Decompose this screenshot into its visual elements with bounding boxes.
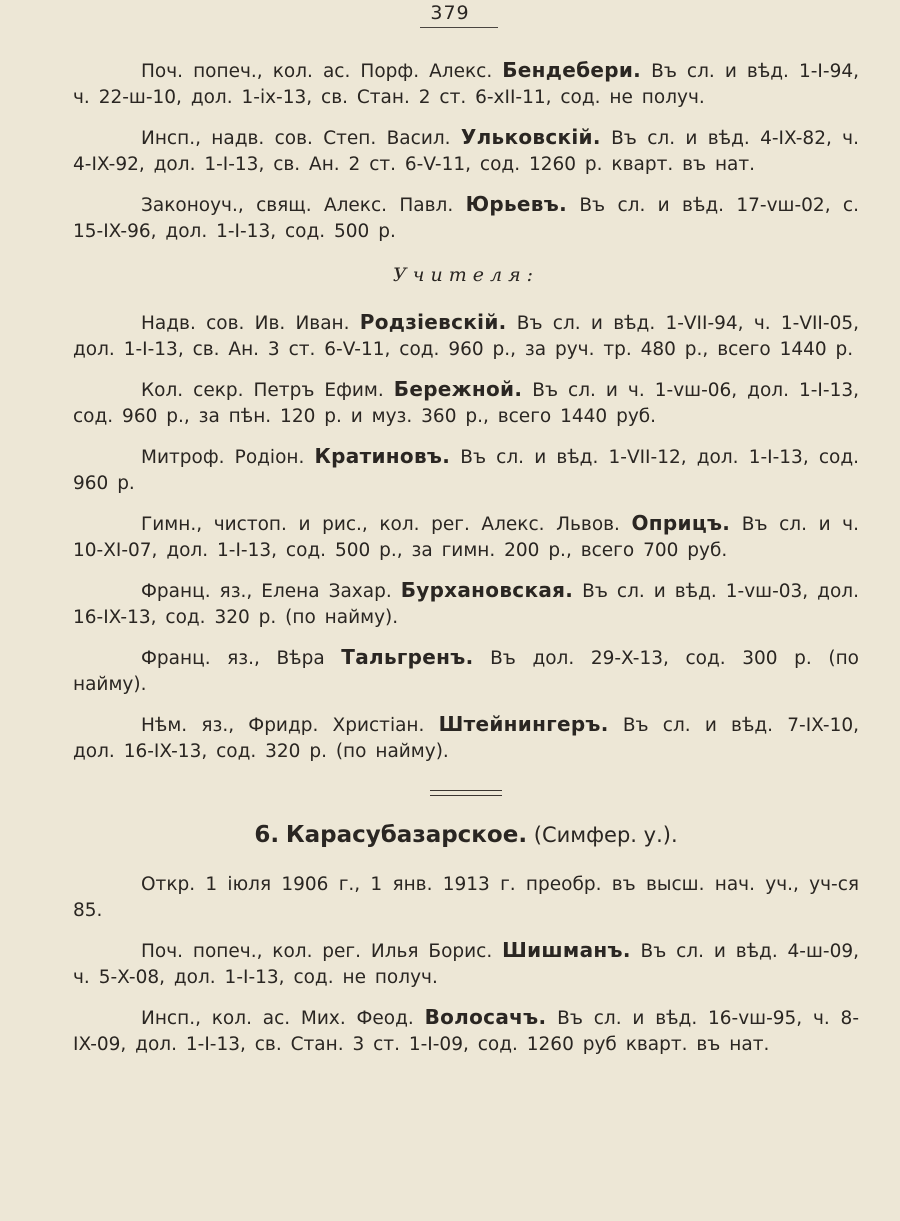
entry-teacher bbox=[73, 310, 859, 362]
entry-text: Въ сл. и вѣд. 17-vш-02, с. 15-IX-96, дол. 1-I-13, сод. 500 р. bbox=[73, 195, 859, 242]
entry-text: Въ дол. 29-X-13, сод. 300 р. (по найму). bbox=[73, 648, 859, 695]
entry-text: Франц. яз., Елена Захар. bbox=[141, 581, 401, 602]
entry-teacher bbox=[73, 578, 859, 630]
person-name: Волосачъ. bbox=[424, 1005, 547, 1029]
entry-text: Поч. попеч., кол. рег. Илья Борис. bbox=[141, 941, 503, 962]
person-name: Юрьевъ. bbox=[465, 192, 567, 216]
person-name: Шишманъ. bbox=[502, 938, 631, 962]
person-name: Родзіевскій. bbox=[359, 310, 507, 334]
entry-text: Инсп., кол. ас. Мих. Феод. bbox=[141, 1008, 425, 1029]
entry-pochetny-popechitel bbox=[73, 938, 859, 990]
entry-text: Въ сл. и ч. 1-vш-06, дол. 1-I-13, сод. 960 р., за пѣн. 120 р. и муз. 360 р., всего 1440 руб. bbox=[73, 380, 859, 427]
entry-text: Инсп., надв. сов. Степ. Васил. bbox=[141, 128, 461, 149]
entries-teachers bbox=[73, 310, 859, 764]
entry-text: Въ сл. и вѣд. 7-IX-10, дол. 16-IX-13, сод. 320 р. (по найму). bbox=[73, 715, 859, 762]
page-number-rule bbox=[420, 27, 498, 28]
person-name: Кратиновъ. bbox=[314, 444, 451, 468]
entry-teacher bbox=[73, 645, 859, 697]
entry-text: Откр. 1 іюля 1906 г., 1 янв. 1913 г. преобр. въ высш. нач. уч., уч-ся 85. bbox=[73, 874, 859, 921]
teachers-heading: Учителя: bbox=[392, 264, 540, 286]
entries-top bbox=[73, 58, 859, 244]
entry-zakonouchitel bbox=[73, 192, 859, 244]
person-name: Бурхановская. bbox=[400, 578, 574, 602]
school-district: (Симфер. у.). bbox=[533, 823, 678, 847]
entry-text: Кол. секр. Петръ Ефим. bbox=[141, 380, 394, 401]
entry-text: Законоуч., свящ. Алекс. Павл. bbox=[141, 195, 466, 216]
entry-text: Въ сл. и вѣд. 1-I-94, ч. 22-ш-10, дол. 1-ix-13, св. Стан. 2 ст. 6-xII-11, сод. не получ. bbox=[73, 61, 859, 108]
page-content bbox=[73, 58, 859, 1072]
entry-text: Митроф. Родіон. bbox=[141, 447, 315, 468]
section-divider bbox=[430, 790, 502, 796]
person-name: Бендебери. bbox=[502, 58, 642, 82]
entry-text: Въ сл. и вѣд. 1-vш-03, дол. 16-IX-13, сод. 320 р. (по найму). bbox=[73, 581, 859, 628]
page-number: 379 bbox=[430, 2, 470, 24]
entries-school bbox=[73, 872, 859, 1057]
person-name: Штейнингеръ. bbox=[438, 712, 609, 736]
school-name: Карасубазарское. bbox=[285, 822, 528, 848]
school-heading bbox=[73, 822, 859, 848]
person-name: Тальгренъ. bbox=[341, 645, 474, 669]
entry-teacher bbox=[73, 511, 859, 563]
entry-text: Въ сл. и ч. 10-XI-07, дол. 1-I-13, сод. 500 р., за гимн. 200 р., всего 700 руб. bbox=[73, 514, 859, 561]
entry-inspector bbox=[73, 1005, 859, 1057]
entry-text: Франц. яз., Вѣра bbox=[141, 648, 342, 669]
person-name: Бережной. bbox=[393, 377, 523, 401]
entry-text: Въ сл. и вѣд. 1-VII-12, дол. 1-I-13, сод. 960 р. bbox=[73, 447, 860, 494]
entry-pochetny-popechitel bbox=[73, 58, 859, 110]
entry-text: Въ сл. и вѣд. 16-vш-95, ч. 8-IX-09, дол. 1-I-13, св. Стан. 3 ст. 1-I-09, сод. 1260 руб кварт. въ нат. bbox=[73, 1008, 859, 1055]
person-name: Оприцъ. bbox=[631, 511, 731, 535]
school-number: 6. bbox=[254, 822, 280, 848]
entry-text: Въ сл. и вѣд. 1-VII-94, ч. 1-VII-05, дол. 1-I-13, св. Ан. 3 ст. 6-V-11, сод. 960 р., за руч. тр. 480 р., всего 1440 р. bbox=[73, 313, 859, 360]
entry-teacher bbox=[73, 377, 859, 429]
entry-text: Поч. попеч., кол. ас. Порф. Алекс. bbox=[141, 61, 503, 82]
entry-school-info bbox=[73, 872, 859, 923]
entry-inspector bbox=[73, 125, 859, 177]
entry-text: Въ сл. и вѣд. 4-IX-82, ч. 4-IX-92, дол. 1-I-13, св. Ан. 2 ст. 6-V-11, сод. 1260 р. кварт. въ нат. bbox=[73, 128, 859, 175]
entry-text: Нѣм. яз., Фридр. Христіан. bbox=[141, 715, 439, 736]
entry-text: Гимн., чистоп. и рис., кол. рег. Алекс. Львов. bbox=[141, 514, 632, 535]
person-name: Ульковскій. bbox=[460, 125, 601, 149]
entry-text: Въ сл. и вѣд. 4-ш-09, ч. 5-X-08, дол. 1-I-13, сод. не получ. bbox=[73, 941, 860, 988]
entry-teacher bbox=[73, 712, 859, 764]
entry-teacher bbox=[73, 444, 859, 496]
entry-text: Надв. сов. Ив. Иван. bbox=[141, 313, 360, 334]
